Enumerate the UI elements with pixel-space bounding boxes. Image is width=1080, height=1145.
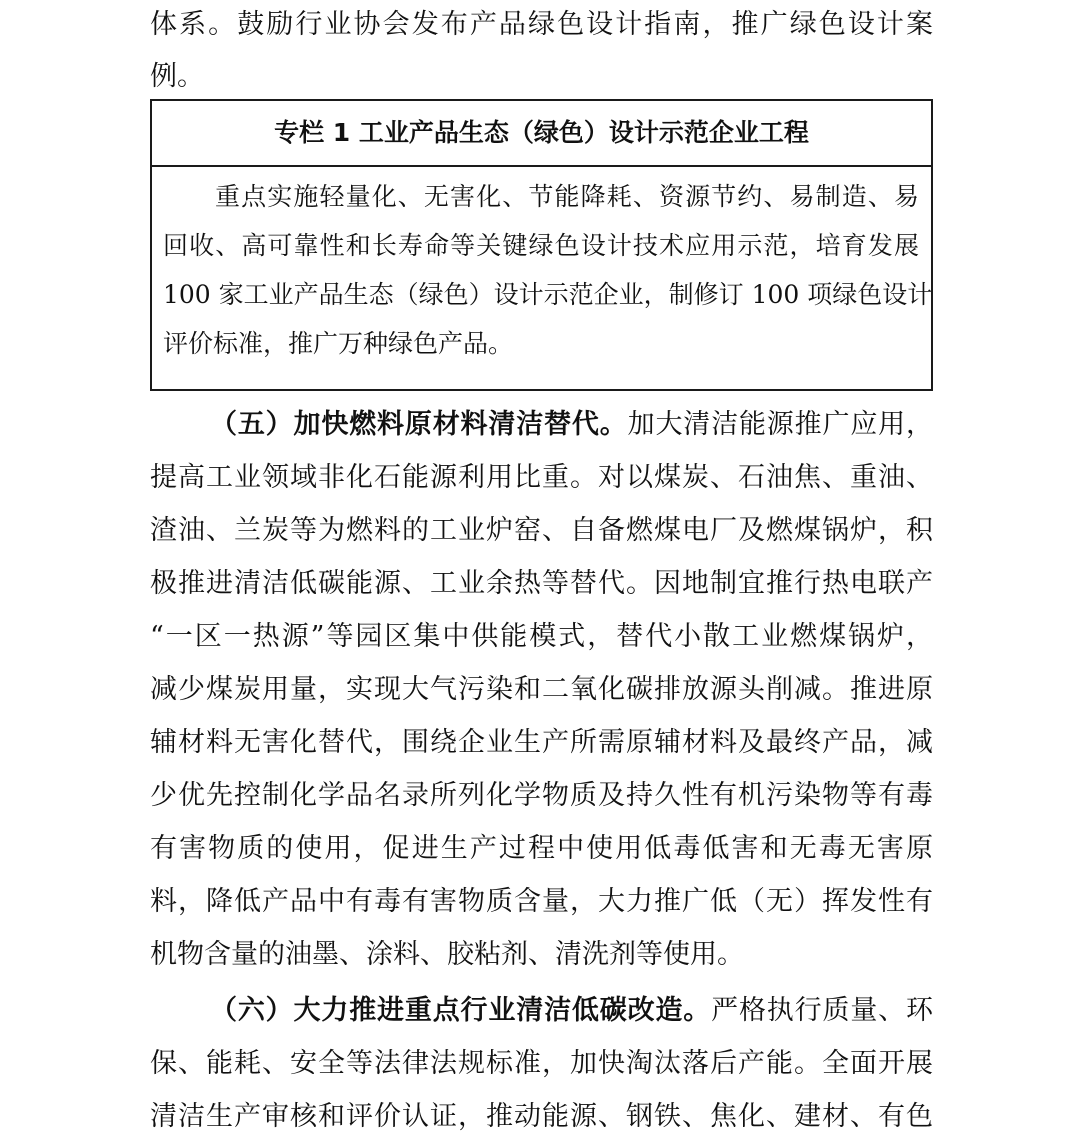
feature-box	[150, 99, 933, 391]
feature-box-line-3: 100 家工业产品生态（绿色）设计示范企业，制修订 100 项绿色设计	[163, 280, 933, 309]
section6-heading: （六）大力推进重点行业清洁低碳改造。	[210, 995, 712, 1026]
section6-first-line-text: 严格执行质量、环	[711, 995, 934, 1026]
section5-first-line-text: 加大清洁能源推广应用，	[627, 409, 934, 440]
section5-first-line	[210, 408, 933, 442]
section5-line-3: 极推进清洁低碳能源、工业余热等替代。因地制宜推行热电联产	[150, 568, 933, 599]
section5-line-8: 有害物质的使用，促进生产过程中使用低毒低害和无毒无害原	[150, 833, 933, 864]
intro-line-1: 体系。鼓励行业协会发布产品绿色设计指南，推广绿色设计案	[150, 9, 933, 40]
section5-line-1: 提高工业领域非化石能源利用比重。对以煤炭、石油焦、重油、	[150, 462, 933, 493]
intro-line-2: 例。	[150, 61, 204, 92]
section5-line-10: 机物含量的油墨、涂料、胶粘剂、清洗剂等使用。	[150, 939, 744, 970]
feature-box-line-1: 重点实施轻量化、无害化、节能降耗、资源节约、易制造、易	[215, 182, 919, 211]
section5-line-4: “一区一热源”等园区集中供能模式，替代小散工业燃煤锅炉，	[150, 621, 933, 652]
section5-line-2: 渣油、兰炭等为燃料的工业炉窑、自备燃煤电厂及燃煤锅炉，积	[150, 515, 933, 546]
feature-box-line-4: 评价标准，推广万种绿色产品。	[163, 329, 514, 358]
section6-line-1: 保、能耗、安全等法律法规标准，加快淘汰落后产能。全面开展	[150, 1048, 933, 1079]
section5-line-7: 少优先控制化学品名录所列化学物质及持久性有机污染物等有毒	[150, 780, 933, 811]
section6-line-2: 清洁生产审核和评价认证，推动能源、钢铁、焦化、建材、有色	[150, 1101, 933, 1132]
feature-box-line-2: 回收、高可靠性和长寿命等关键绿色设计技术应用示范，培育发展	[163, 231, 919, 260]
section5-line-9: 料，降低产品中有毒有害物质含量，大力推广低（无）挥发性有	[150, 886, 933, 917]
section5-line-5: 减少煤炭用量，实现大气污染和二氧化碳排放源头削减。推进原	[150, 674, 933, 705]
section5-heading: （五）加快燃料原材料清洁替代。	[210, 409, 628, 440]
section6-first-line	[210, 994, 933, 1028]
feature-box-title-row	[152, 101, 931, 167]
feature-box-title: 专栏 1 工业产品生态（绿色）设计示范企业工程	[274, 118, 809, 147]
section5-line-6: 辅材料无害化替代，围绕企业生产所需原辅材料及最终产品，减	[150, 727, 933, 758]
